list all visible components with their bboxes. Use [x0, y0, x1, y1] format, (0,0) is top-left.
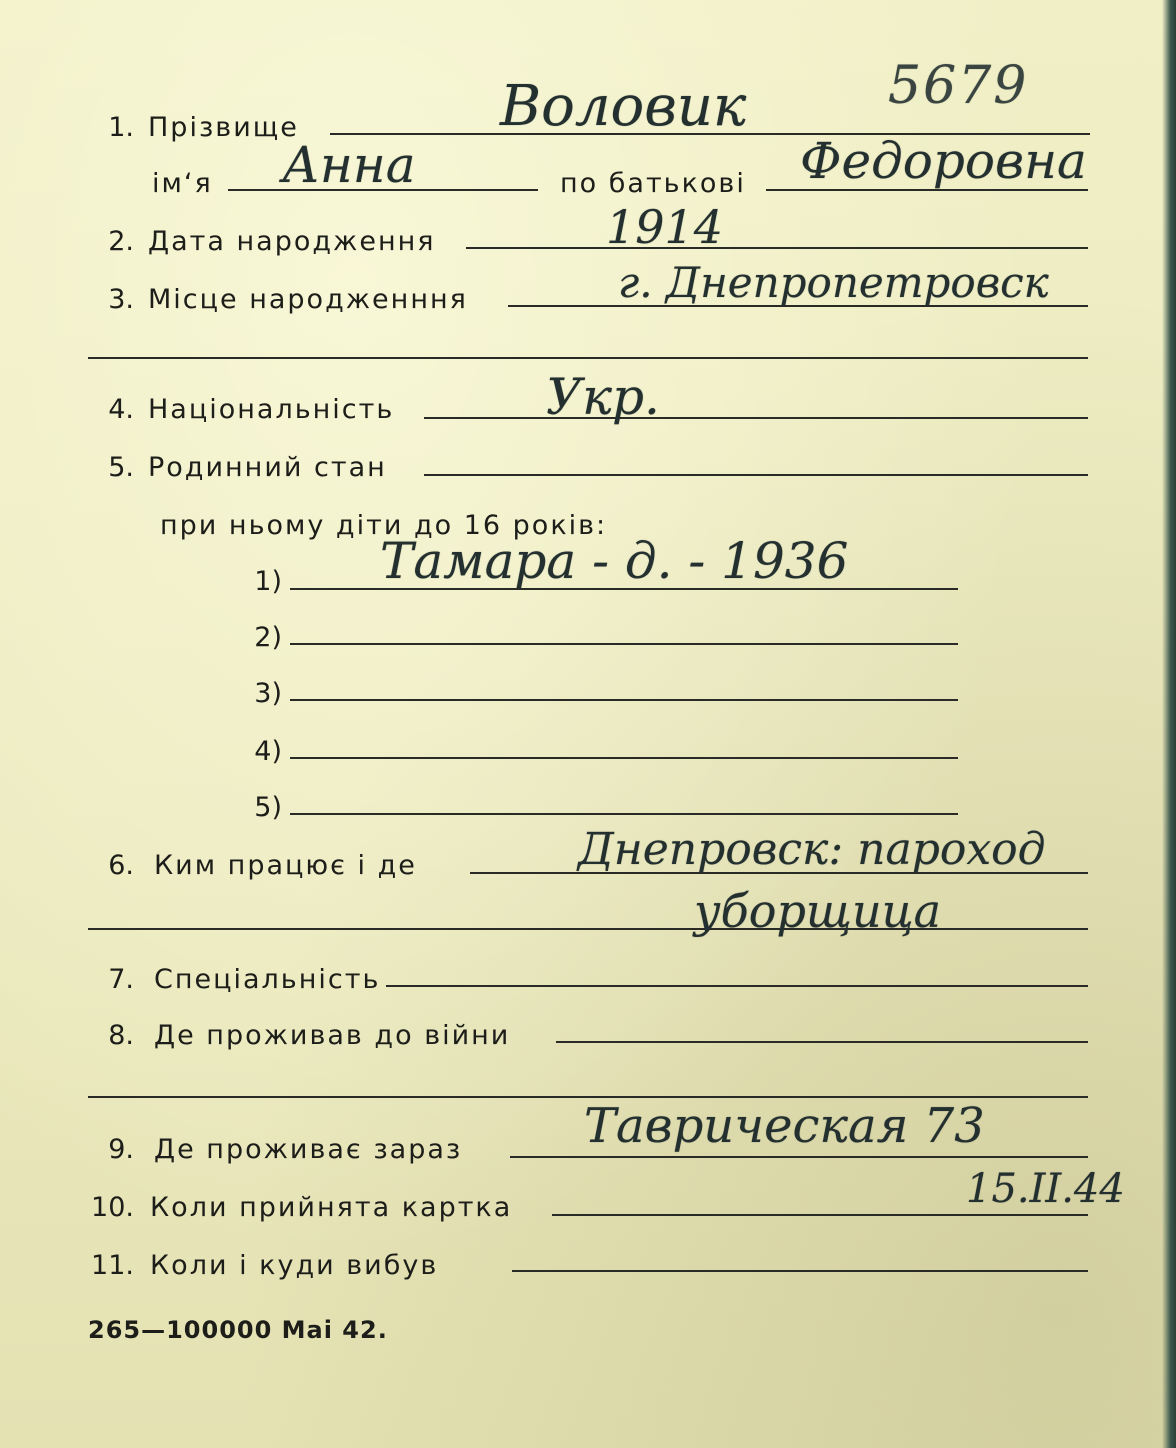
nationality-line [424, 417, 1088, 419]
child-1-value[interactable]: Тамара - д. - 1936 [380, 532, 849, 590]
field-10-number: 10. [91, 1192, 134, 1223]
card-accepted-line [552, 1214, 1088, 1216]
field-11-number: 11. [91, 1250, 134, 1281]
child-3-line [290, 699, 958, 701]
departure-line [512, 1270, 1088, 1272]
specialty-label: Спеціальність [154, 964, 381, 995]
occupation-value-2[interactable]: уборщица [694, 884, 942, 938]
children-label: при ньому діти до 16 років: [160, 510, 608, 541]
current-residence-line [510, 1156, 1088, 1158]
departure-label: Коли і куди вибув [150, 1250, 439, 1281]
specialty-line [386, 985, 1088, 987]
card-accepted-label: Коли прийнята картка [150, 1192, 513, 1223]
marital-status-line [424, 474, 1088, 476]
field-2-number: 2. [108, 226, 134, 257]
nationality-value[interactable]: Укр. [546, 368, 660, 426]
child-4-line [290, 757, 958, 759]
prewar-residence-line [556, 1041, 1088, 1043]
field-1-number: 1. [108, 112, 134, 143]
current-residence-label: Де проживає зараз [154, 1134, 463, 1165]
birth-date-line [466, 247, 1088, 249]
child-5-line [290, 813, 958, 815]
child-2-number: 2) [254, 622, 282, 653]
birth-date-value[interactable]: 1914 [606, 200, 724, 254]
child-1-number: 1) [254, 566, 282, 597]
birth-place-line-2 [88, 357, 1088, 359]
field-5-number: 5. [108, 452, 134, 483]
field-8-number: 8. [108, 1020, 134, 1051]
marital-status-label: Родинний стан [148, 452, 387, 483]
nationality-label: Національність [148, 394, 395, 425]
field-3-number: 3. [108, 284, 134, 315]
patronymic-value[interactable]: Федоровна [800, 132, 1087, 190]
surname-value[interactable]: Воловик [500, 74, 747, 139]
child-2-line [290, 643, 958, 645]
birth-place-label: Місце народженння [148, 284, 468, 315]
first-name-label: ім‘я [152, 168, 213, 199]
current-residence-value[interactable]: Таврическая 73 [584, 1098, 985, 1154]
occupation-value[interactable]: Днепровск: пароход [578, 824, 1046, 875]
child-3-number: 3) [254, 678, 282, 709]
field-7-number: 7. [108, 964, 134, 995]
patronymic-label: по батькові [560, 168, 746, 199]
surname-label: Прізвище [148, 112, 299, 143]
card-edge [1162, 0, 1176, 1448]
print-run-footer: 265—100000 Mai 42. [88, 1316, 388, 1344]
occupation-label: Ким працює і де [154, 850, 417, 881]
child-5-number: 5) [254, 792, 282, 823]
card-accepted-value[interactable]: 15.II.44 [966, 1166, 1125, 1212]
field-6-number: 6. [108, 850, 134, 881]
birth-date-label: Дата народження [148, 226, 436, 257]
birth-place-value[interactable]: г. Днепропетровск [618, 258, 1049, 307]
field-4-number: 4. [108, 394, 134, 425]
card-number: 5679 [888, 56, 1029, 116]
first-name-value[interactable]: Анна [282, 136, 416, 194]
child-4-number: 4) [254, 736, 282, 767]
prewar-residence-label: Де проживав до війни [154, 1020, 511, 1051]
field-9-number: 9. [108, 1134, 134, 1165]
